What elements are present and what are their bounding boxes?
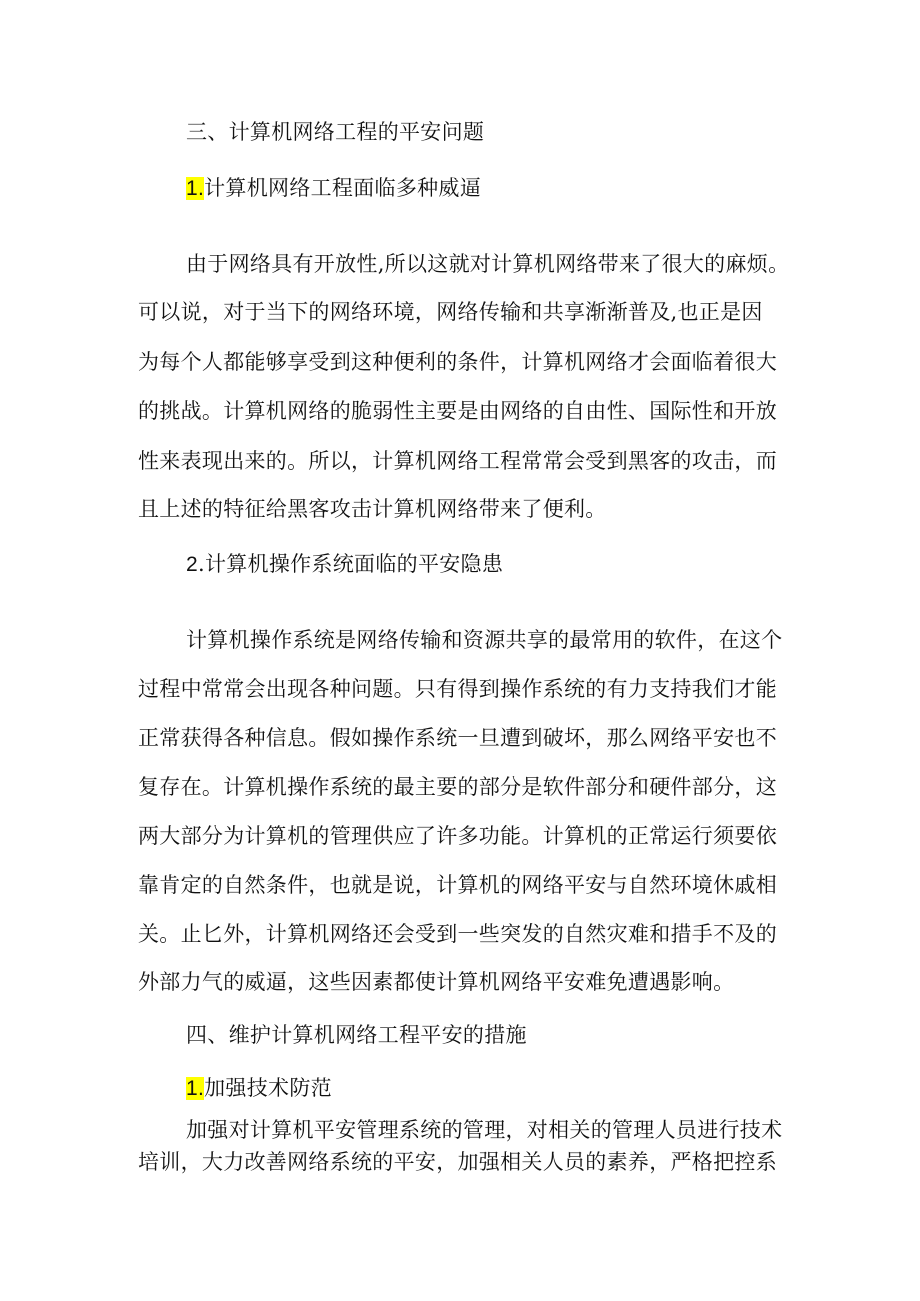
- highlighted-number: 1.: [186, 177, 205, 200]
- subheading-4-1: [186, 1072, 788, 1105]
- section-heading-3: 三、计算机网络工程的平安问题: [186, 120, 485, 144]
- paragraph-line: 可以说，对于当下的网络环境，网络传输和共享渐渐普及,也正是因: [138, 300, 763, 324]
- paragraph-line: 加强对计算机平安管理系统的管理，对相关的管理人员进行技术: [186, 1118, 783, 1142]
- paragraph-line: 关。止匕外，计算机网络还会受到一些突发的自然灾难和措手不及的: [138, 922, 777, 946]
- section-heading-4: 四、维护计算机网络工程平安的措施: [186, 1023, 527, 1047]
- subheading-3-1: [186, 172, 788, 205]
- subheading-text: 加强技术防范: [204, 1076, 332, 1100]
- paragraph-line: 两大部分为计算机的管理供应了许多功能。计算机的正常运行须要依: [138, 824, 777, 848]
- subheading-3-2: [186, 548, 788, 581]
- paragraph-line: 且上述的特征给黑客攻击计算机网络带来了便利。: [138, 497, 607, 521]
- paragraph-line: 过程中常常会出现各种问题。只有得到操作系统的有力支持我们才能: [138, 677, 777, 701]
- paragraph-line: 的挑战。计算机网络的脆弱性主要是由网络的自由性、国际性和开放: [138, 399, 777, 423]
- highlighted-number: 1.: [186, 1077, 205, 1100]
- paragraph-line: 靠肯定的自然条件，也就是说，计算机的网络平安与自然环境休戚相: [138, 873, 777, 897]
- paragraph-line: 正常获得各种信息。假如操作系统一旦遭到破坏，那么网络平安也不: [138, 726, 777, 750]
- subheading-number: 2: [186, 553, 198, 576]
- subheading-text: .计算机操作系统面临的平安隐患: [197, 552, 504, 576]
- paragraph-line: 复存在。计算机操作系统的最主要的部分是软件部分和硬件部分，这: [138, 775, 777, 799]
- paragraph-line: 外部力气的威逼，这些因素都使计算机网络平安难免遭遇影响。: [138, 970, 735, 994]
- subheading-text: 计算机网络工程面临多种威逼: [204, 176, 482, 200]
- paragraph-line: 计算机操作系统是网络传输和资源共享的最常用的软件，在这个: [186, 628, 783, 652]
- paragraph-line: 培训，大力改善网络系统的平安，加强相关人员的素养，严格把控系: [138, 1150, 777, 1174]
- paragraph-line: 为每个人都能够享受到这种便利的条件，计算机网络才会面临着很大: [138, 350, 777, 374]
- paragraph-line: 性来表现出来的。所以，计算机网络工程常常会受到黑客的攻击，而: [138, 449, 777, 473]
- paragraph-line: 由于网络具有开放性,所以这就对计算机网络带来了很大的麻烦。: [186, 252, 790, 276]
